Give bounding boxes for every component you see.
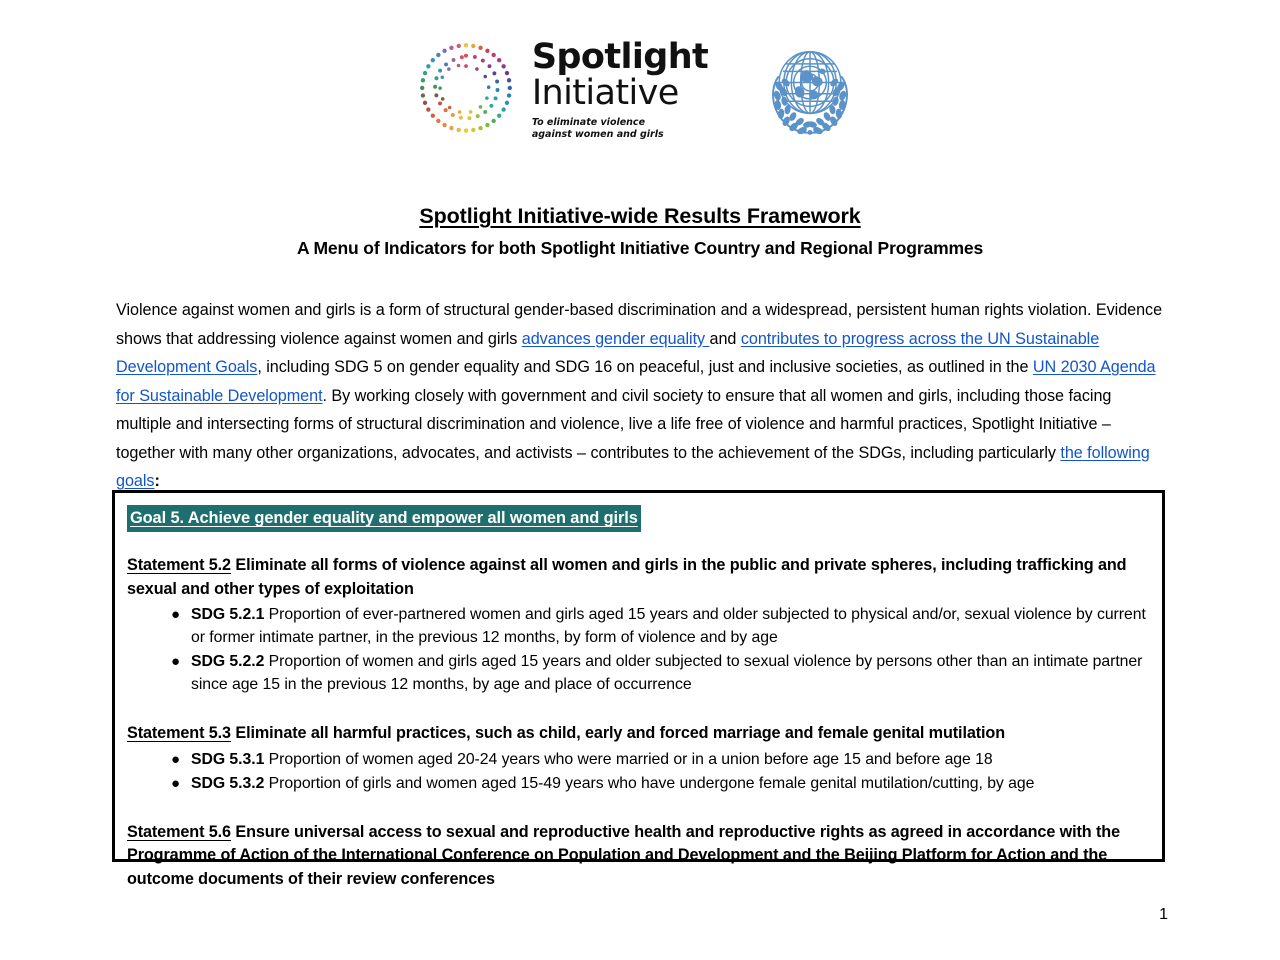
statement-5-6-text: Ensure universal access to sexual and reproductive health and reproductive rights as agreed in accordance with the Programme of Action of the International Conference on Population and Development and the Beijing Platform for Action and the outcome documents of their review conferences (127, 822, 1120, 888)
statement-5-2-indicators (127, 603, 1148, 696)
intro-text-1: Violence against women and girls is a form of structural gender-based discrimination and a widespread, persistent human rights violation. Evidence shows that addressing violence against women and girls (116, 301, 1163, 348)
intro-text-3: , including SDG 5 on gender equality and SDG 16 on peaceful, just and inclusive societies, as outlined in the (257, 358, 1033, 376)
statement-5-3-text: Eliminate all harmful practices, such as child, early and forced marriage and female genital mutilation (230, 724, 1006, 742)
indicator-text: Proportion of ever-partnered women and girls aged 15 years and older subjected to physical and/or, sexual violence by current or former intimate partner, in the previous 12 months, by form of violence and by age (191, 606, 1146, 646)
statement-5-3 (127, 722, 1148, 746)
indicator-code: SDG 5.3.1 (191, 750, 265, 768)
indicator-text: Proportion of women aged 20-24 years who were married or in a union before age 15 and before age 18 (264, 750, 993, 768)
statement-5-2-text: Eliminate all forms of violence against all women and girls in the public and private spheres, including trafficking and sexual and other types of exploitation (127, 556, 1127, 598)
intro-text-2: and (709, 329, 741, 348)
spotlight-tagline-line-2: against women and girls (531, 128, 664, 140)
statement-5-6 (127, 821, 1148, 892)
list-item (127, 748, 1148, 771)
spotlight-initiative-logo (414, 38, 708, 142)
header-logos (0, 34, 1280, 146)
intro-text-4: . By working closely with government and civil society to ensure that all women and girls, including those facing multiple and intersecting forms of structural discrimination and violence, live a life free of violence and harmful practices, Spotlight Initiative – together with many other organizations, advocates, and activists – contributes to the achievement of the SDGs, including particularly (116, 386, 1112, 462)
spotlight-tagline-line-1: To eliminate violence (531, 117, 646, 128)
statement-5-2 (127, 554, 1148, 601)
spotlight-dot-ring-icon (414, 38, 518, 142)
page-subtitle: A Menu of Indicators for both Spotlight Initiative Country and Regional Programmes (296, 238, 984, 258)
statement-5-2-label: Statement 5.2 (127, 556, 231, 574)
list-item (127, 772, 1148, 795)
statement-5-3-indicators (127, 748, 1148, 795)
page-title: Spotlight Initiative-wide Results Framework (419, 204, 861, 228)
goal-5-box (112, 490, 1165, 888)
bullet-icon: ● (171, 774, 181, 792)
link-advances-gender-equality[interactable]: advances gender equality (521, 329, 710, 348)
intro-paragraph (116, 296, 1166, 496)
intro-text-5: : (154, 472, 160, 490)
spotlight-word-1: Spotlight (531, 37, 709, 77)
statement-5-3-label: Statement 5.3 (127, 724, 231, 742)
link-un-2030-agenda[interactable]: UN 2030 Agenda for Sustainable Development (116, 358, 1156, 405)
spotlight-wordmark (531, 37, 709, 140)
link-contributes-to-progress[interactable]: contributes to progress across the UN Sustainable Development Goals (116, 329, 1100, 376)
indicator-text: Proportion of women and girls aged 15 years and older subjected to sexual violence by persons other than an intimate partner since age 15 in the previous 12 months, by age and place of occurrence (191, 653, 1143, 693)
bullet-icon: ● (171, 606, 181, 623)
indicator-code: SDG 5.2.2 (191, 653, 265, 670)
united-nations-emblem-icon (754, 34, 866, 146)
statement-5-6-label: Statement 5.6 (127, 822, 231, 841)
bullet-icon: ● (171, 750, 181, 768)
goal-5-heading: Goal 5. Achieve gender equality and empower all women and girls (127, 505, 641, 532)
bullet-icon: ● (171, 653, 181, 670)
link-the-following-goals[interactable]: the following goals (116, 443, 1150, 490)
page-number: 1 (1159, 906, 1168, 923)
spotlight-word-2: Initiative (531, 73, 679, 113)
indicator-code: SDG 5.3.2 (191, 774, 265, 792)
list-item (127, 603, 1148, 649)
list-item (127, 650, 1148, 696)
indicator-text: Proportion of girls and women aged 15-49 years who have undergone female genital mutilation/cutting, by age (264, 774, 1035, 792)
indicator-code: SDG 5.2.1 (191, 606, 265, 623)
